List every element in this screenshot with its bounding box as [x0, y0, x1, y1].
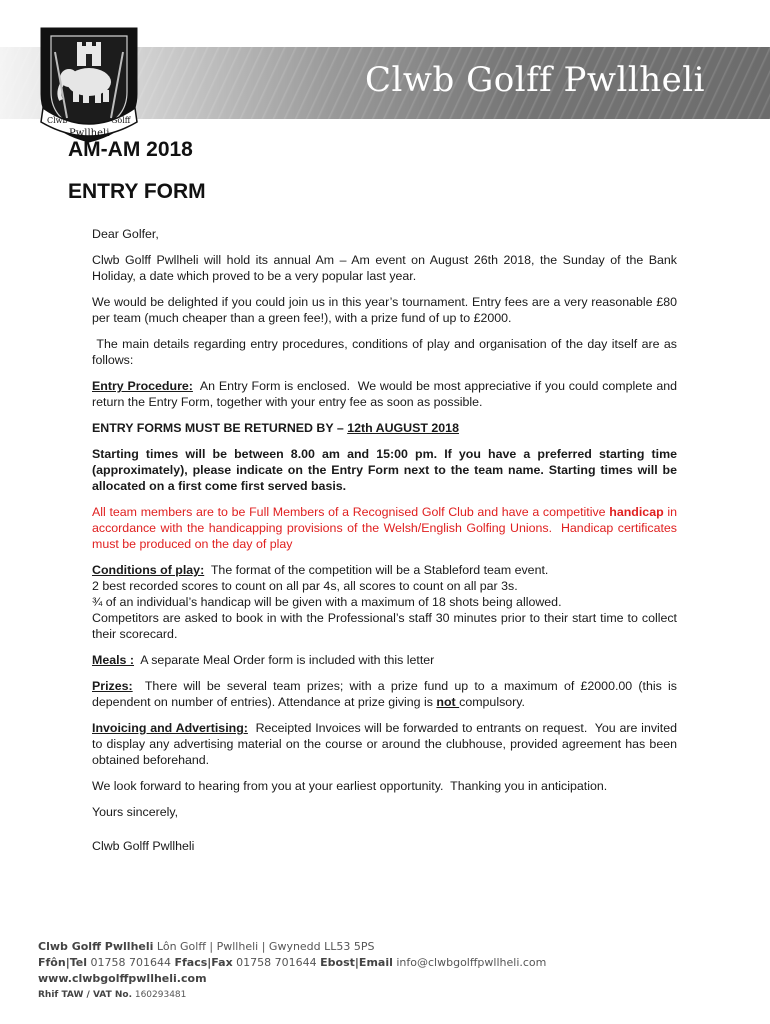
deadline-prefix: ENTRY FORMS MUST BE RETURNED BY –	[92, 421, 348, 435]
entry-procedure-text: An Entry Form is enclosed. We would be most appreciative if you could complete and return the Entry Form, together with your entry fee as soon as possible.	[92, 379, 681, 409]
prizes-not: not	[436, 695, 460, 709]
prizes-text-2: compulsory.	[459, 695, 525, 709]
conditions-line-2: 2 best recorded scores to count on all par 4s, all scores to count on all par 3s.	[92, 579, 518, 593]
invoicing-advertising	[92, 720, 681, 768]
footer-tel: 01758 701644	[86, 956, 175, 969]
conditions-line-4: Competitors are asked to book in with the Professional’s staff 30 minutes prior to their start time to collect their scorecard.	[92, 611, 681, 641]
footer-website[interactable]: www.clwbgolffpwllheli.com	[38, 972, 207, 985]
conditions-line-3: ¾ of an individual’s handicap will be given with a maximum of 18 shots being allowed.	[92, 595, 562, 609]
footer-tel-label: Ffôn|Tel	[38, 956, 87, 969]
paragraph-details: The main details regarding entry procedures, conditions of play and organisation of the day itself are as follows:	[92, 337, 681, 367]
footer-address-line	[38, 939, 738, 955]
prizes	[92, 678, 681, 710]
conditions-of-play	[92, 562, 681, 642]
signature: Clwb Golff Pwllheli	[92, 839, 195, 853]
meals	[92, 652, 677, 668]
logo-ring-middle: Pwllheli	[69, 128, 110, 139]
membership-handicap: handicap	[609, 505, 664, 519]
membership-text-1: All team members are to be Full Members of a Recognised Golf Club and have a competitive	[92, 505, 610, 519]
letter-body	[92, 226, 681, 864]
entry-procedure	[92, 378, 681, 410]
footer-fax: 01758 701644	[232, 956, 321, 969]
invoicing-text: Receipted Invoices will be forwarded to entrants on request. You are invited to display any advertising material on the course or around the clubhouse, provided agreement has been obtained beforehand.	[92, 721, 681, 767]
footer-email[interactable]: info@clwbgolffpwllheli.com	[392, 956, 547, 969]
greeting: Dear Golfer,	[92, 227, 159, 241]
club-title: Clwb Golff Pwllheli	[365, 60, 706, 100]
paragraph-intro: Clwb Golff Pwllheli will hold its annual Am – Am event on August 26th 2018, the Sunday of the Bank Holiday, a date which proved to be a very popular last year.	[92, 253, 677, 283]
conditions-label: Conditions of play:	[92, 563, 205, 577]
invoicing-label: Invoicing and Advertising:	[92, 721, 248, 735]
footer-contact-line	[38, 955, 738, 971]
footer-vat: 160293481	[131, 990, 187, 1000]
footer-email-label: Ebost|Email	[320, 956, 393, 969]
meals-text: A separate Meal Order form is included with this letter	[134, 653, 435, 667]
crest-icon	[33, 22, 145, 144]
footer-club: Clwb Golff Pwllheli	[38, 940, 154, 953]
event-title: AM-AM 2018	[68, 138, 193, 161]
footer-vat-label: Rhif TAW / VAT No.	[38, 990, 132, 1000]
deadline	[92, 420, 677, 436]
deadline-date: 12th AUGUST 2018	[347, 421, 459, 435]
starting-times: Starting times will be between 8.00 am and 15:00 pm. If you have a preferred starting time (approximately), please indicate on the Entry Form next to the team name. Starting times will be allocated on a first come first served basis.	[92, 447, 677, 493]
paragraph-invitation: We would be delighted if you could join us in this year’s tournament. Entry fees are a very reasonable £80 per team (much cheaper than a green fee!), with a prize fund of up to £2000.	[92, 295, 677, 325]
membership-requirements	[92, 504, 681, 552]
footer-address: Lôn Golff | Pwllheli | Gwynedd LL53 5PS	[153, 940, 375, 953]
meals-label: Meals :	[92, 653, 135, 667]
logo-ring-left: Clwb	[47, 116, 68, 125]
closing: We look forward to hearing from you at your earliest opportunity. Thanking you in anticipation.	[92, 779, 608, 793]
membership-text-2: in accordance with the handicapping provisions of the Welsh/English Golfing Unions. Handicap certificates must be produced on the day of play	[92, 505, 681, 551]
conditions-line-1: The format of the competition will be a Stableford team event.	[204, 563, 549, 577]
logo-ring-right: Golff	[111, 116, 131, 125]
footer-fax-label: Ffacs|Fax	[174, 956, 233, 969]
prizes-text-1: There will be several team prizes; with a prize fund up to a maximum of £2000.00 (this is dependent on number of entries). Attendance at prize giving is	[92, 679, 681, 709]
signoff: Yours sincerely,	[92, 805, 179, 819]
prizes-label: Prizes:	[92, 679, 133, 693]
footer	[38, 939, 738, 1003]
entry-procedure-label: Entry Procedure:	[92, 379, 193, 393]
footer-vat-line	[38, 987, 738, 1003]
form-title: ENTRY FORM	[68, 180, 206, 203]
